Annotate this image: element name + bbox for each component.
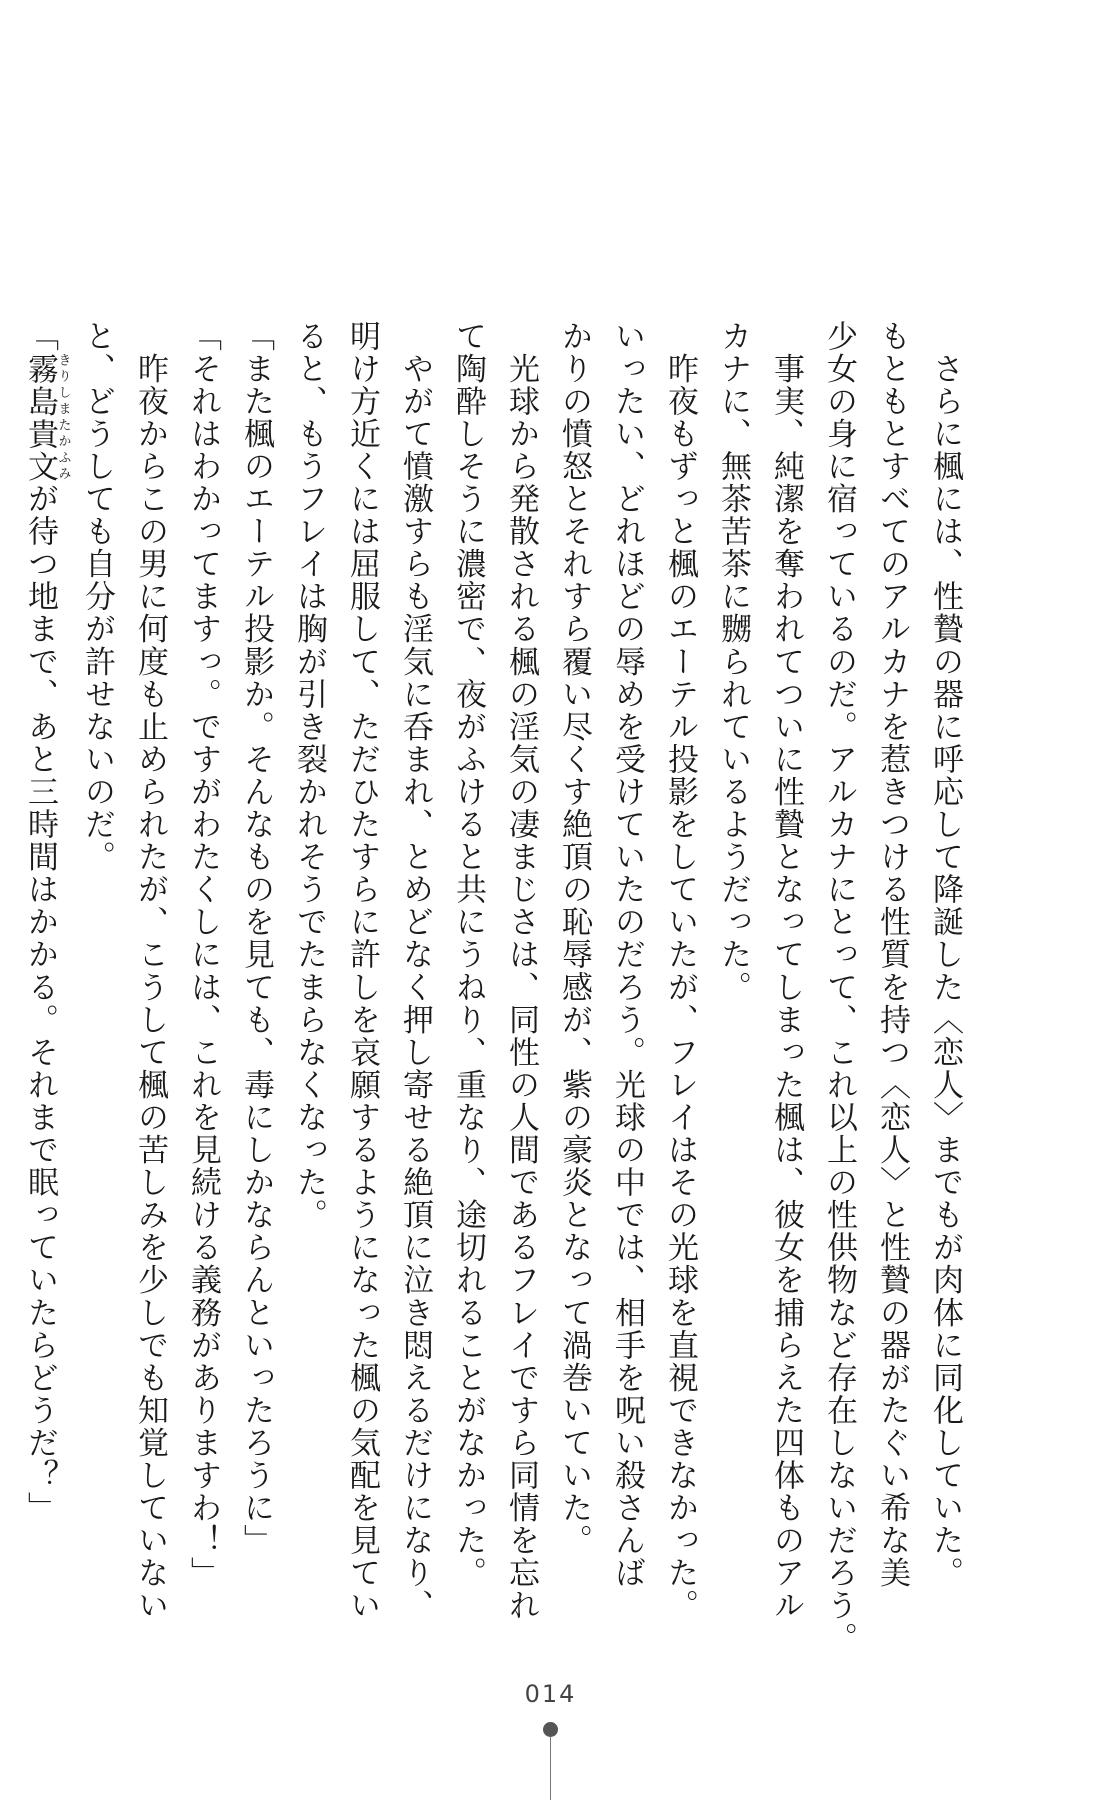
- page-marker-line: [550, 1737, 551, 1800]
- text-line-9: 光球から発散される楓の淫気の凄まじさは、同性の人間であるフレイですら同情を忘れ: [503, 320, 539, 1622]
- text-line-1: さらに楓には、性贄の器に呼応して降誕した〈恋人〉までもが肉体に同化していた。: [927, 320, 963, 1590]
- text-line-17: と、どうしても自分が許せないのだ。: [79, 320, 115, 874]
- vertical-text-block: [22, 320, 971, 1655]
- page-number: 014: [524, 1680, 577, 1708]
- ruby-name: [22, 352, 71, 483]
- text-line-5: カナに、無茶苦茶に嬲られているようだった。: [715, 320, 751, 1004]
- opening-quote: 「: [22, 320, 58, 353]
- last-line-rest: が待つ地まで、あと三時間はかかる。それまで眠っていたらどうだ？」: [22, 482, 58, 1525]
- text-line-15: 「それはわかってますっ。ですがわたくしには、これを見続ける義務がありますわ！」: [185, 320, 221, 1590]
- ruby-base: 霧島貴文: [22, 352, 58, 483]
- text-line-2: もともとすべてのアルカナを惹きつける性質を持つ〈恋人〉と性贄の器がたぐい希な美: [874, 320, 910, 1590]
- page-marker-dot: [543, 1722, 558, 1737]
- text-line-7: いったい、どれほどの辱めを受けていたのだろう。光球の中では、相手を呪い殺さんば: [609, 320, 645, 1590]
- text-line-18: [13, 320, 71, 1525]
- text-line-11: やがて憤激すらも淫気に呑まれ、とめどなく押し寄せる絶頂に泣き悶えるだけになり、: [397, 320, 433, 1622]
- text-line-12: 明け方近くには屈服して、ただひたすらに許しを哀願するようになった楓の気配を見てい: [344, 320, 380, 1622]
- text-line-4: 事実、純潔を奪われてついに性贄となってしまった楓は、彼女を捕らえた四体ものアル: [768, 320, 804, 1622]
- text-line-14: 「また楓のエーテル投影か。そんなものを見ても、毒にしかならんといったろうに」: [238, 320, 274, 1557]
- text-line-13: ると、もうフレイは胸が引き裂かれそうでたまらなくなった。: [291, 320, 327, 1232]
- text-line-8: かりの憤怒とそれすら覆い尽くす絶頂の恥辱感が、紫の豪炎となって渦巻いていた。: [556, 320, 592, 1557]
- text-line-6: 昨夜もずっと楓のエーテル投影をしていたが、フレイはその光球を直視できなかった。: [662, 320, 698, 1622]
- text-line-3: 少女の身に宿っているのだ。アルカナにとって、これ以上の性供物など存在しないだろう。: [821, 320, 857, 1655]
- ruby-reading: きりしまたかふみ: [55, 352, 71, 483]
- text-line-16: 昨夜からこの男に何度も止められたが、こうして楓の苦しみを少しでも知覚していない: [132, 320, 168, 1622]
- text-line-10: て陶酔しそうに濃密で、夜がふけると共にうねり、重なり、途切れることがなかった。: [450, 320, 486, 1590]
